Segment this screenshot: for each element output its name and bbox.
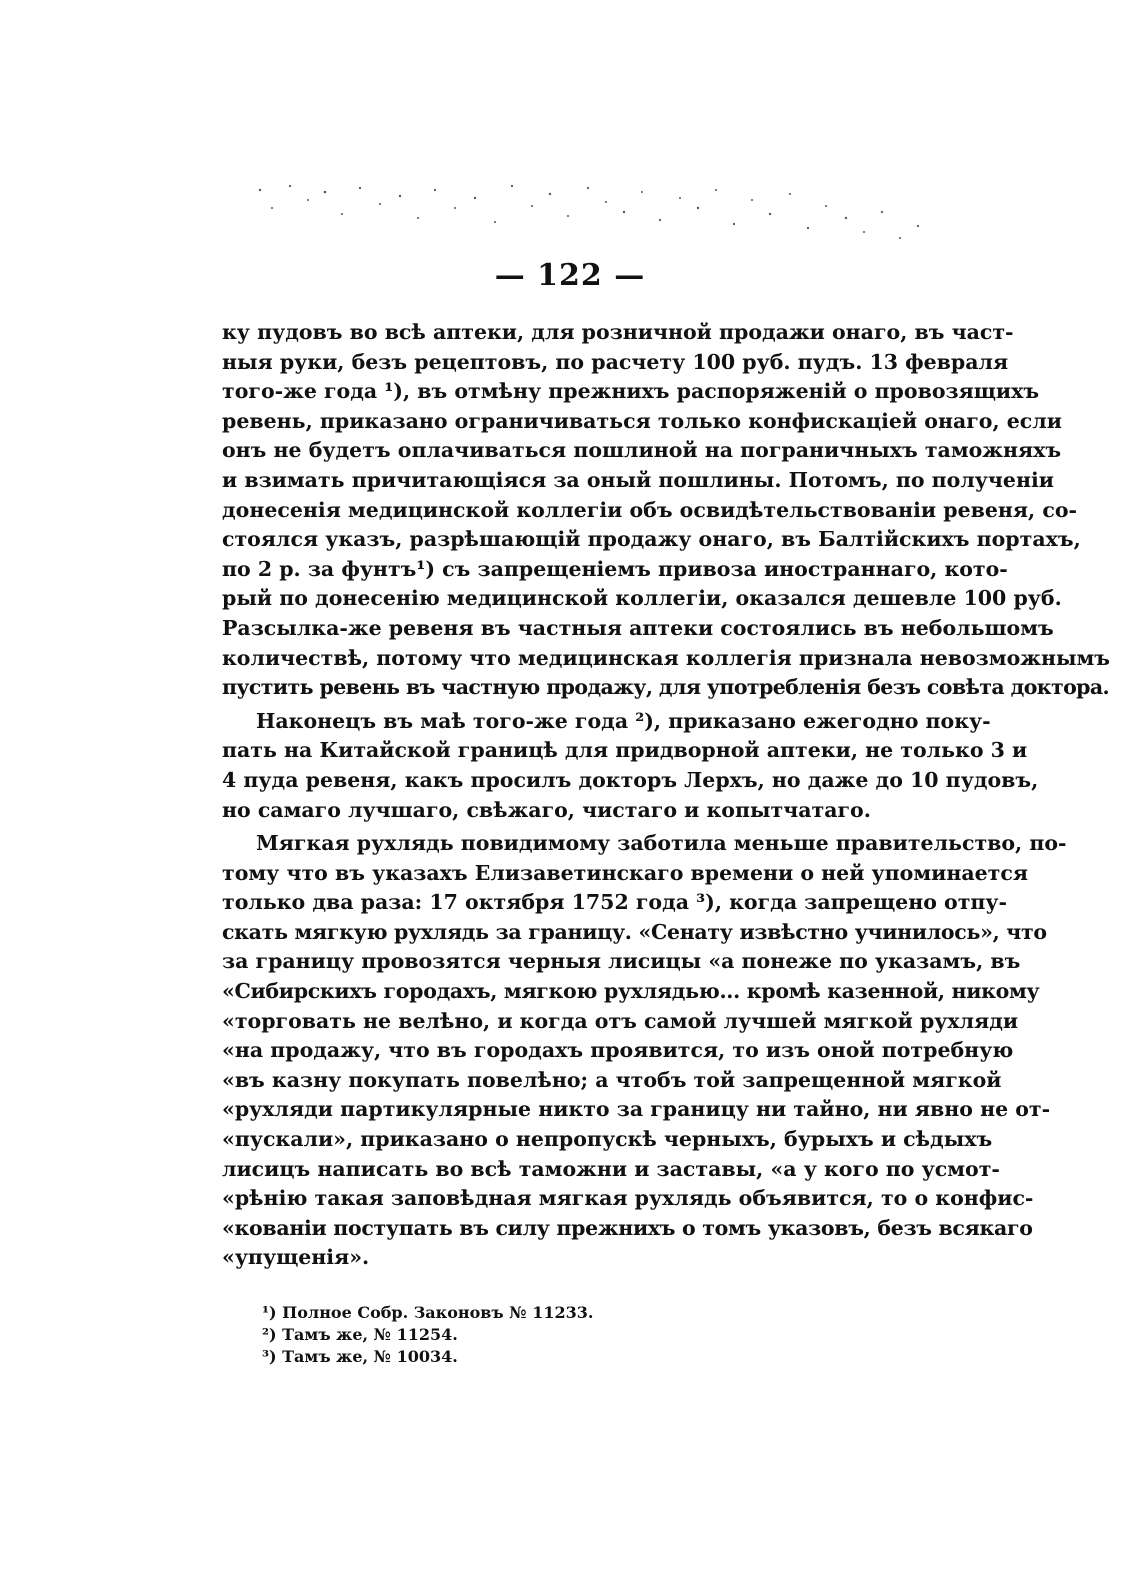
text-line: и взимать причитающіяся за оный пошлины. Потомъ, по полученіи [222, 467, 1054, 492]
text-line: скать мягкую рухлядь за границу. «Сенату извѣстно учинилось», что [222, 919, 1047, 944]
text-line: ку пудовъ во всѣ аптеки, для розничной продажи онаго, въ част- [222, 320, 1014, 344]
text-line: онъ не будетъ оплачиваться пошлиной на пограничныхъ таможняхъ [222, 438, 1062, 463]
text-line: стоялся указъ, разрѣшающій продажу онаго, въ Балтійскихъ портахъ, [222, 527, 1081, 552]
text-line: «пускали», приказано о непропускѣ черныхъ, бурыхъ и сѣдыхъ [222, 1127, 993, 1152]
text-line: «въ казну покупать повелѣно; а чтобъ той запрещенной мягкой [222, 1067, 1002, 1092]
text-line: пустить ревень въ частную продажу, для употребленія безъ совѣта доктора. [222, 675, 1110, 700]
text-line: только два раза: 17 октября 1752 года ³), когда запрещено отпу- [222, 890, 1008, 915]
text-line: «на продажу, что въ городахъ проявится, то изъ оной потребную [222, 1038, 1014, 1063]
text-line: «рухляди партикулярные никто за границу ни тайно, ни явно не от- [222, 1097, 1051, 1122]
text-line: Наконецъ въ маѣ того-же года ²), приказано ежегодно поку- [256, 708, 991, 733]
text-line: «рѣнію такая заповѣдная мягкая рухлядь объявится, то о конфис- [222, 1186, 1034, 1211]
text-line: «кованіи поступать въ силу прежнихъ о томъ указовъ, безъ всякаго [222, 1215, 1033, 1240]
text-line: пать на Китайской границѣ для придворной аптеки, не только 3 и [222, 738, 1028, 763]
text-line: «Сибирскихъ городахъ, мягкою рухлядью... кромѣ казенной, никому [222, 979, 1040, 1004]
text-line: по 2 р. за фунтъ¹) съ запрещеніемъ привоза иностраннаго, кото- [222, 556, 1008, 581]
footnote-2: ²) Тамъ же, № 11254. [262, 1325, 458, 1344]
text-line: «упущенія». [222, 1245, 370, 1270]
text-line: лисицъ написать во всѣ таможни и заставы, «а у кого по усмот- [222, 1156, 1000, 1181]
text-line: за границу провозятся черныя лисицы «а понеже по указамъ, въ [222, 949, 1021, 974]
text-line: тому что въ указахъ Елизаветинскаго времени о ней упоминается [222, 860, 1029, 885]
text-line: ревень, приказано ограничиваться только конфискаціей онаго, если [222, 408, 1062, 433]
text-line: рый по донесенію медицинской коллегіи, оказался дешевле 100 руб. [222, 586, 1062, 611]
page-number: — 122 — [494, 258, 646, 293]
text-line: но самаго лучшаго, свѣжаго, чистаго и копытчатаго. [222, 797, 871, 822]
footnote-1: ¹) Полное Собр. Законовъ № 11233. [262, 1303, 594, 1322]
text-line: донесенія медицинской коллегіи объ освидѣтельствованіи ревеня, со- [222, 497, 1077, 522]
text-line: того-же года ¹), въ отмѣну прежнихъ распоряженій о провозящихъ [222, 379, 1040, 404]
body-text [222, 318, 1111, 1273]
footnote-3: ³) Тамъ же, № 10034. [262, 1347, 458, 1366]
paragraph-2 [222, 707, 1039, 825]
text-line: количествѣ, потому что медицинская коллегія признала невозможнымъ [222, 645, 1111, 670]
paragraph-3 [222, 829, 1067, 1273]
scan-speckle-noise [250, 178, 930, 248]
text-line: 4 пуда ревеня, какъ просилъ докторъ Лерхъ, но даже до 10 пудовъ, [222, 767, 1039, 792]
text-line: ныя руки, безъ рецептовъ, по расчету 100 руб. пудъ. 13 февраля [222, 349, 1009, 374]
text-line: Разсылка-же ревеня въ частныя аптеки состоялись въ небольшомъ [222, 615, 1054, 640]
footnotes [262, 1302, 882, 1368]
text-line: «торговать не велѣно, и когда отъ самой лучшей мягкой рухляди [222, 1008, 1019, 1033]
paragraph-1 [222, 318, 1111, 703]
text-line: Мягкая рухлядь повидимому заботила меньше правительство, по- [256, 831, 1067, 856]
